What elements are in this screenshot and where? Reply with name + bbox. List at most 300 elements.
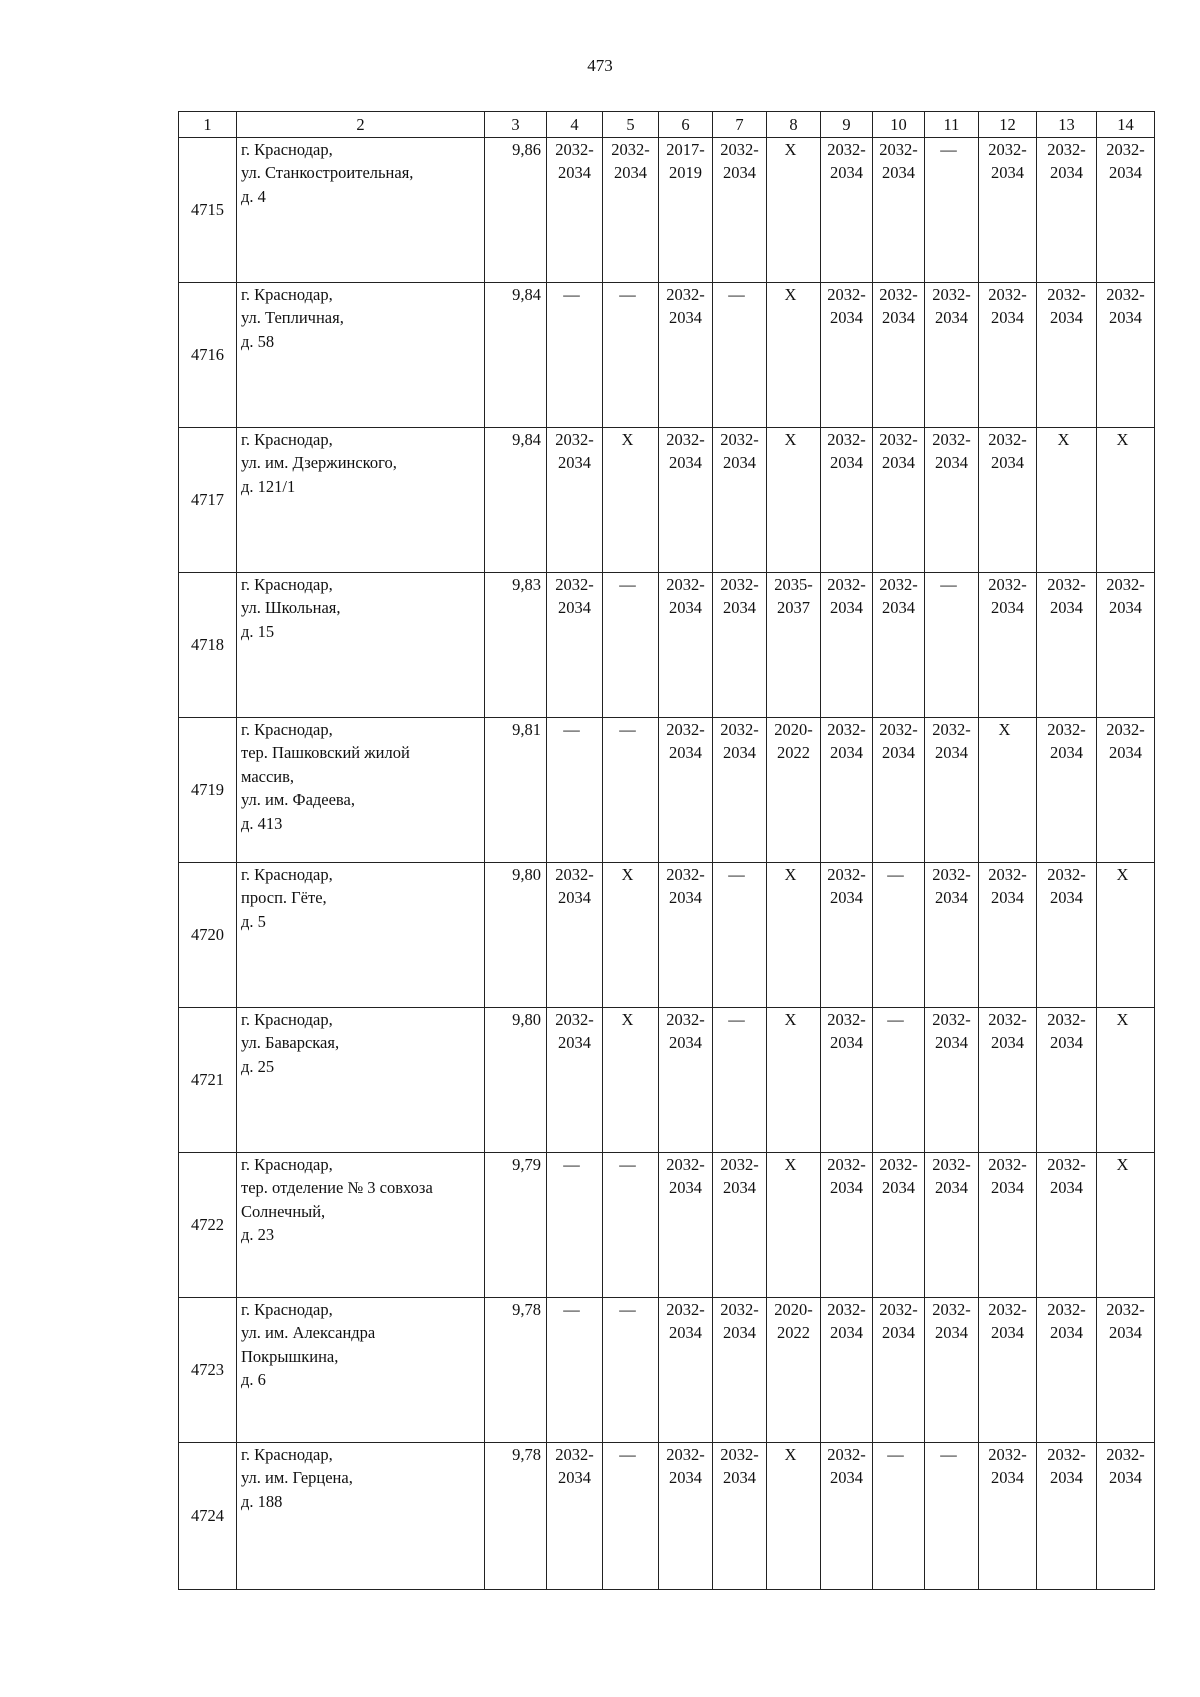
address-cell	[237, 718, 485, 863]
period-cell	[925, 428, 979, 573]
period-start: 2032-	[555, 1445, 594, 1464]
address-line: г. Краснодар,	[241, 1300, 333, 1319]
period-value	[979, 863, 1036, 910]
period-cell	[713, 1298, 767, 1443]
column-header: 1	[179, 112, 237, 138]
period-start: 2020-	[774, 1300, 813, 1319]
period-start: 2032-	[932, 1155, 971, 1174]
table-row	[179, 863, 1155, 1008]
period-cell	[767, 573, 821, 718]
period-cell	[659, 283, 713, 428]
period-value	[659, 138, 712, 185]
period-start: 2032-	[827, 430, 866, 449]
period-start: 2032-	[879, 285, 918, 304]
period-end: 2034	[830, 163, 863, 183]
period-value	[1037, 283, 1096, 330]
period-end: 2034	[882, 308, 915, 328]
period-cell	[979, 573, 1037, 718]
address-line: Солнечный,	[241, 1201, 326, 1221]
period-start: 2032-	[1047, 720, 1086, 739]
period-value	[767, 718, 820, 765]
period-start: 2032-	[879, 720, 918, 739]
period-end: 2034	[1050, 308, 1083, 328]
period-value	[713, 1153, 766, 1200]
period-cell	[603, 428, 659, 573]
period-cell	[821, 1443, 873, 1590]
period-cell	[873, 428, 925, 573]
address-line: массив,	[241, 766, 295, 786]
period-cell	[547, 1008, 603, 1153]
period-cell	[821, 428, 873, 573]
period-cell	[767, 138, 821, 283]
period-cell	[1037, 573, 1097, 718]
period-value	[713, 718, 766, 765]
period-value	[925, 283, 978, 330]
period-start: 2032-	[988, 1445, 1027, 1464]
address-line: г. Краснодар,	[241, 1010, 333, 1029]
period-value	[547, 863, 602, 910]
no-work-mark: —	[940, 140, 957, 159]
period-end: 2034	[723, 1178, 756, 1198]
period-cell	[659, 1153, 713, 1298]
period-start: 2017-	[666, 140, 705, 159]
period-cell	[603, 138, 659, 283]
period-value	[873, 138, 924, 185]
period-cell	[1097, 428, 1155, 573]
period-cell	[767, 863, 821, 1008]
not-applicable-mark: X	[621, 1010, 634, 1029]
period-start: 2032-	[1047, 1010, 1086, 1029]
period-value	[1097, 138, 1154, 185]
period-cell	[1037, 1153, 1097, 1298]
column-header: 11	[925, 112, 979, 138]
period-start: 2032-	[1047, 285, 1086, 304]
period-end: 2034	[723, 1468, 756, 1488]
period-cell	[925, 1153, 979, 1298]
period-cell	[1037, 1008, 1097, 1153]
period-value	[767, 573, 820, 620]
period-end: 2034	[558, 888, 591, 908]
period-start: 2032-	[988, 865, 1027, 884]
period-end: 2037	[777, 598, 810, 618]
address-line: г. Краснодар,	[241, 285, 333, 304]
period-value	[873, 428, 924, 475]
period-start: 2032-	[988, 430, 1027, 449]
period-cell	[1097, 1153, 1155, 1298]
address-line: г. Краснодар,	[241, 430, 333, 449]
period-cell	[603, 1008, 659, 1153]
period-start: 2032-	[611, 140, 650, 159]
period-cell	[767, 1298, 821, 1443]
period-value	[713, 1443, 766, 1490]
column-header: 5	[603, 112, 659, 138]
period-cell	[873, 283, 925, 428]
period-cell	[979, 1008, 1037, 1153]
period-end: 2034	[991, 888, 1024, 908]
period-cell	[1097, 573, 1155, 718]
period-end: 2034	[935, 453, 968, 473]
table-row	[179, 1298, 1155, 1443]
period-start: 2032-	[1106, 1445, 1145, 1464]
period-end: 2034	[1050, 1468, 1083, 1488]
address-line: г. Краснодар,	[241, 1155, 333, 1174]
period-cell	[767, 1008, 821, 1153]
table-row	[179, 138, 1155, 283]
not-applicable-mark: X	[784, 1155, 797, 1174]
period-value	[1097, 573, 1154, 620]
period-value	[659, 1153, 712, 1200]
no-work-mark: —	[887, 1010, 904, 1029]
period-value	[979, 1008, 1036, 1055]
period-end: 2034	[991, 308, 1024, 328]
address-cell	[237, 428, 485, 573]
period-value	[659, 718, 712, 765]
period-end: 2034	[1050, 163, 1083, 183]
period-value	[979, 573, 1036, 620]
period-value	[821, 573, 872, 620]
address-cell	[237, 138, 485, 283]
period-end: 2034	[614, 163, 647, 183]
period-start: 2032-	[720, 430, 759, 449]
address-line: д. 6	[241, 1370, 266, 1390]
period-cell	[547, 428, 603, 573]
address-line: д. 58	[241, 331, 275, 351]
period-end: 2022	[777, 1323, 810, 1343]
table-row	[179, 428, 1155, 573]
period-end: 2034	[558, 163, 591, 183]
period-end: 2034	[991, 1323, 1024, 1343]
address-line: д. 121/1	[241, 476, 296, 496]
row-number: 4720	[179, 863, 237, 1008]
not-applicable-mark: X	[621, 865, 634, 884]
period-cell	[925, 718, 979, 863]
period-start: 2032-	[1047, 140, 1086, 159]
period-end: 2034	[991, 598, 1024, 618]
period-end: 2034	[669, 308, 702, 328]
header-row	[179, 112, 1155, 138]
address-line: ул. им. Фадеева,	[241, 790, 355, 810]
period-cell	[1037, 138, 1097, 283]
period-cell	[1097, 718, 1155, 863]
period-start: 2032-	[988, 285, 1027, 304]
period-cell	[547, 1298, 603, 1443]
address-line: ул. Тепличная,	[241, 308, 344, 328]
column-header: 6	[659, 112, 713, 138]
address-line: г. Краснодар,	[241, 720, 333, 739]
period-start: 2032-	[988, 575, 1027, 594]
period-end: 2034	[830, 1323, 863, 1343]
not-applicable-mark: X	[784, 430, 797, 449]
period-start: 2020-	[774, 720, 813, 739]
period-end: 2034	[669, 453, 702, 473]
no-work-mark: —	[619, 575, 636, 594]
period-cell	[659, 1298, 713, 1443]
period-end: 2034	[669, 598, 702, 618]
period-value	[1097, 1443, 1154, 1490]
period-end: 2034	[830, 598, 863, 618]
period-cell	[925, 863, 979, 1008]
period-value	[547, 1443, 602, 1490]
period-end: 2034	[882, 163, 915, 183]
period-start: 2032-	[932, 1010, 971, 1029]
period-start: 2032-	[932, 1300, 971, 1319]
period-cell	[873, 573, 925, 718]
period-value	[979, 1443, 1036, 1490]
period-cell	[979, 718, 1037, 863]
no-work-mark: —	[563, 720, 580, 739]
period-value	[547, 138, 602, 185]
period-value	[1037, 1443, 1096, 1490]
period-end: 2034	[882, 1323, 915, 1343]
period-end: 2034	[669, 743, 702, 763]
column-header: 12	[979, 112, 1037, 138]
period-cell	[979, 1298, 1037, 1443]
value-cell: 9,83	[485, 573, 547, 718]
period-cell	[603, 283, 659, 428]
period-start: 2032-	[720, 575, 759, 594]
period-start: 2032-	[827, 285, 866, 304]
no-work-mark: —	[728, 285, 745, 304]
period-cell	[659, 573, 713, 718]
row-number: 4718	[179, 573, 237, 718]
period-value	[979, 1298, 1036, 1345]
period-cell	[603, 1298, 659, 1443]
period-end: 2034	[723, 743, 756, 763]
period-start: 2032-	[988, 1155, 1027, 1174]
period-start: 2032-	[720, 720, 759, 739]
period-cell	[1097, 1008, 1155, 1153]
period-cell	[767, 718, 821, 863]
table-row	[179, 718, 1155, 863]
period-value	[1037, 863, 1096, 910]
period-start: 2032-	[720, 1300, 759, 1319]
not-applicable-mark: X	[784, 1010, 797, 1029]
period-cell	[547, 1153, 603, 1298]
row-number: 4721	[179, 1008, 237, 1153]
period-start: 2032-	[666, 1300, 705, 1319]
period-end: 2034	[1050, 598, 1083, 618]
not-applicable-mark: X	[621, 430, 634, 449]
no-work-mark: —	[619, 1155, 636, 1174]
period-end: 2034	[558, 1033, 591, 1053]
period-start: 2032-	[827, 720, 866, 739]
period-cell	[547, 1443, 603, 1590]
period-cell	[979, 428, 1037, 573]
period-value	[979, 283, 1036, 330]
period-value	[925, 428, 978, 475]
value-cell: 9,84	[485, 428, 547, 573]
period-cell	[659, 863, 713, 1008]
period-cell	[821, 1298, 873, 1443]
period-cell	[767, 428, 821, 573]
period-value	[873, 573, 924, 620]
period-cell	[659, 1008, 713, 1153]
period-value	[925, 863, 978, 910]
value-cell: 9,79	[485, 1153, 547, 1298]
period-cell	[925, 1443, 979, 1590]
period-end: 2019	[669, 163, 702, 183]
period-cell	[873, 863, 925, 1008]
period-start: 2032-	[1106, 1300, 1145, 1319]
period-start: 2032-	[879, 1155, 918, 1174]
period-end: 2034	[558, 1468, 591, 1488]
period-cell	[873, 1008, 925, 1153]
period-start: 2032-	[932, 720, 971, 739]
period-start: 2032-	[666, 720, 705, 739]
period-value	[713, 138, 766, 185]
table-row	[179, 1443, 1155, 1590]
period-end: 2034	[1050, 888, 1083, 908]
address-line: г. Краснодар,	[241, 140, 333, 159]
period-start: 2032-	[555, 140, 594, 159]
period-value	[979, 1153, 1036, 1200]
not-applicable-mark: X	[998, 720, 1011, 739]
address-cell	[237, 863, 485, 1008]
period-end: 2034	[669, 1468, 702, 1488]
not-applicable-mark: X	[784, 285, 797, 304]
address-cell	[237, 1443, 485, 1590]
period-start: 2032-	[1047, 1300, 1086, 1319]
period-cell	[821, 863, 873, 1008]
period-cell	[1097, 283, 1155, 428]
address-line: д. 4	[241, 186, 266, 206]
period-end: 2034	[882, 743, 915, 763]
period-cell	[767, 1153, 821, 1298]
period-cell	[603, 1443, 659, 1590]
period-value	[547, 428, 602, 475]
period-cell	[925, 283, 979, 428]
period-end: 2034	[935, 1323, 968, 1343]
period-end: 2034	[1109, 743, 1142, 763]
period-start: 2032-	[827, 865, 866, 884]
period-start: 2032-	[666, 1445, 705, 1464]
address-line: ул. Станкостроительная,	[241, 163, 414, 183]
not-applicable-mark: X	[784, 1445, 797, 1464]
period-start: 2032-	[666, 430, 705, 449]
period-end: 2034	[830, 888, 863, 908]
period-cell	[925, 138, 979, 283]
period-cell	[713, 283, 767, 428]
period-start: 2032-	[932, 430, 971, 449]
row-number: 4722	[179, 1153, 237, 1298]
period-start: 2032-	[720, 1445, 759, 1464]
period-end: 2034	[1109, 1468, 1142, 1488]
no-work-mark: —	[728, 865, 745, 884]
no-work-mark: —	[619, 1445, 636, 1464]
period-start: 2032-	[827, 1445, 866, 1464]
period-end: 2034	[1050, 1178, 1083, 1198]
period-start: 2032-	[932, 285, 971, 304]
period-value	[873, 283, 924, 330]
period-value	[713, 1298, 766, 1345]
not-applicable-mark: X	[1116, 1010, 1129, 1029]
row-number: 4724	[179, 1443, 237, 1590]
value-cell: 9,86	[485, 138, 547, 283]
period-end: 2034	[830, 1033, 863, 1053]
period-end: 2034	[991, 1468, 1024, 1488]
period-value	[1037, 573, 1096, 620]
period-cell	[713, 428, 767, 573]
period-end: 2034	[935, 743, 968, 763]
period-start: 2032-	[1047, 575, 1086, 594]
period-value	[547, 1008, 602, 1055]
period-cell	[547, 718, 603, 863]
period-start: 2032-	[879, 140, 918, 159]
address-line: г. Краснодар,	[241, 1445, 333, 1464]
value-cell: 9,78	[485, 1298, 547, 1443]
address-line: ул. им. Александра	[241, 1323, 376, 1343]
no-work-mark: —	[619, 1300, 636, 1319]
period-value	[1037, 1153, 1096, 1200]
period-end: 2034	[669, 1178, 702, 1198]
period-cell	[1037, 1298, 1097, 1443]
period-value	[1037, 138, 1096, 185]
period-cell	[767, 283, 821, 428]
period-start: 2032-	[1047, 865, 1086, 884]
no-work-mark: —	[619, 285, 636, 304]
period-end: 2034	[1050, 1323, 1083, 1343]
address-cell	[237, 1008, 485, 1153]
period-value	[659, 1298, 712, 1345]
value-cell: 9,84	[485, 283, 547, 428]
period-cell	[1037, 283, 1097, 428]
address-line: г. Краснодар,	[241, 575, 333, 594]
period-start: 2032-	[827, 1010, 866, 1029]
period-end: 2034	[1109, 598, 1142, 618]
value-cell: 9,78	[485, 1443, 547, 1590]
period-start: 2032-	[827, 1155, 866, 1174]
table-row	[179, 573, 1155, 718]
period-cell	[713, 1443, 767, 1590]
column-header: 13	[1037, 112, 1097, 138]
no-work-mark: —	[940, 1445, 957, 1464]
period-cell	[603, 573, 659, 718]
column-header: 4	[547, 112, 603, 138]
period-value	[603, 138, 658, 185]
period-end: 2034	[882, 598, 915, 618]
period-cell	[1097, 863, 1155, 1008]
period-cell	[713, 1008, 767, 1153]
not-applicable-mark: X	[1116, 865, 1129, 884]
period-start: 2032-	[1106, 285, 1145, 304]
period-value	[821, 283, 872, 330]
period-cell	[767, 1443, 821, 1590]
period-value	[1037, 718, 1096, 765]
period-end: 2034	[669, 888, 702, 908]
not-applicable-mark: X	[1057, 430, 1070, 449]
period-value	[821, 1008, 872, 1055]
period-value	[1097, 1298, 1154, 1345]
not-applicable-mark: X	[1116, 1155, 1129, 1174]
period-end: 2034	[935, 1178, 968, 1198]
period-value	[1037, 1008, 1096, 1055]
no-work-mark: —	[619, 720, 636, 739]
period-start: 2032-	[555, 430, 594, 449]
period-cell	[821, 1153, 873, 1298]
period-start: 2032-	[827, 575, 866, 594]
address-line: тер. отделение № 3 совхоза	[241, 1178, 433, 1198]
value-cell: 9,80	[485, 863, 547, 1008]
period-end: 2034	[669, 1323, 702, 1343]
period-end: 2034	[723, 598, 756, 618]
no-work-mark: —	[887, 865, 904, 884]
period-value	[713, 573, 766, 620]
period-value	[979, 428, 1036, 475]
address-cell	[237, 283, 485, 428]
period-value	[547, 573, 602, 620]
address-cell	[237, 1153, 485, 1298]
period-end: 2034	[830, 453, 863, 473]
